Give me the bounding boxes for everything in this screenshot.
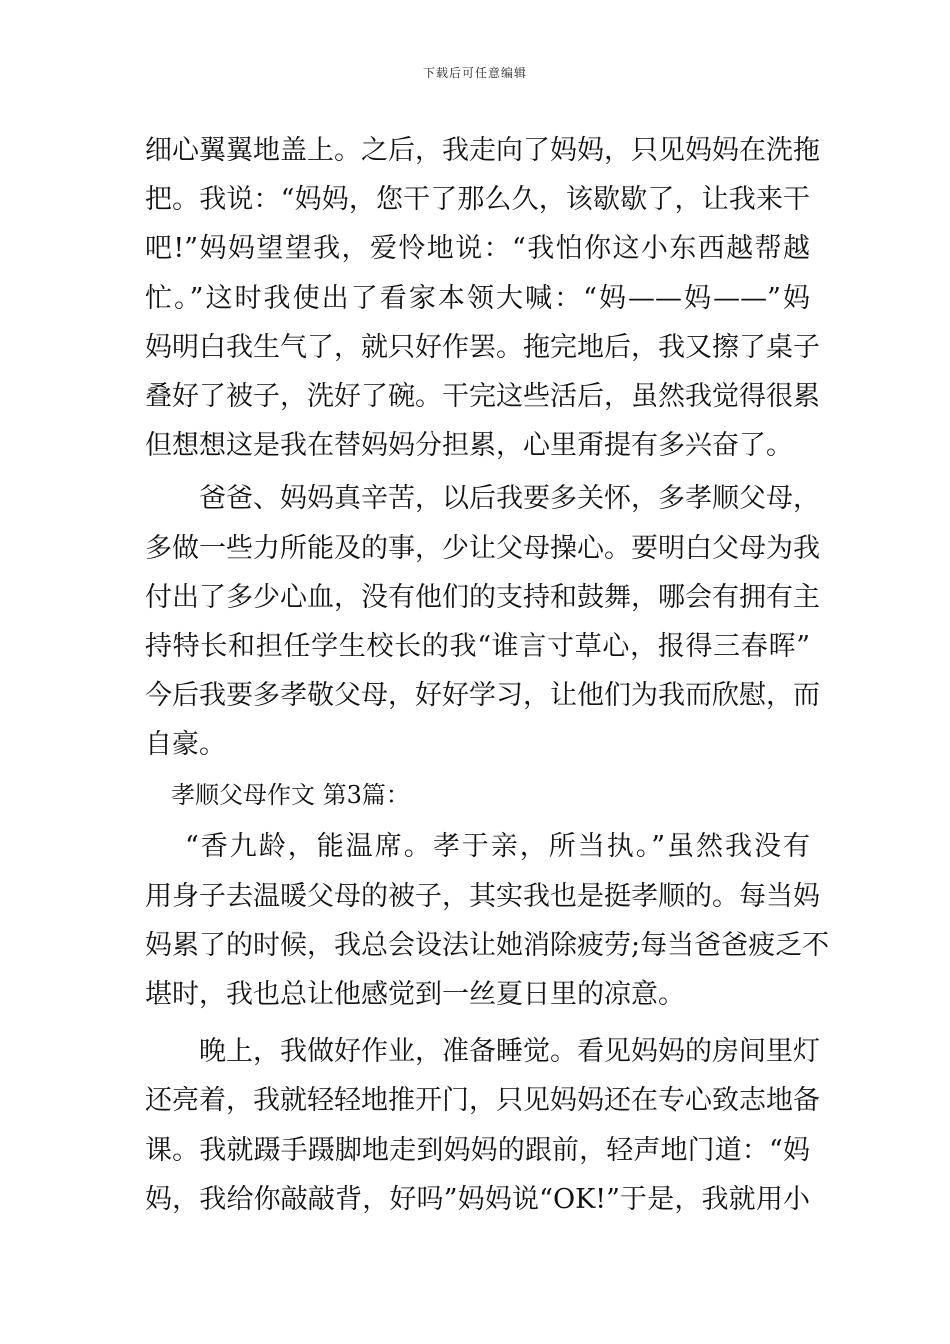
paragraph-line: 今后我要多孝敬父母，好好学习，让他们为我而欣慰，而 [145, 680, 820, 712]
paragraph-line: 还亮着，我就轻轻地推开门，只见妈妈还在专心致志地备 [145, 1085, 820, 1117]
paragraph-3 [145, 822, 830, 1019]
paragraph-line: 妈明白我生气了，就只好作罢。拖完地后，我又擦了桌子 [145, 331, 820, 363]
paragraph-line: 忙。”这时我使出了看家本领大喊：“妈——妈——”妈 [145, 282, 810, 314]
paragraph-line: 持特长和担任学生校长的我“谁言寸草心，报得三春晖” [145, 630, 810, 662]
section-heading: 孝顺父母作文 第3篇： [171, 781, 410, 810]
paragraph-line: 细心翼翼地盖上。之后，我走向了妈妈，只见妈妈在洗拖 [145, 135, 820, 166]
paragraph-line: 课。我就蹑手蹑脚地走到妈妈的跟前，轻声地门道：“妈 [145, 1134, 810, 1166]
page-header-note: 下载后可任意编辑 [422, 66, 527, 80]
paragraph-line: 但想想这是我在替妈妈分担累，心里甭提有多兴奋了。 [145, 430, 793, 462]
paragraph-line: 多做一些力所能及的事，少让父母操心。要明白父母为我 [145, 532, 820, 564]
paragraph-line: 堪时，我也总让他感觉到一丝夏日里的凉意。 [145, 979, 685, 1010]
paragraph-4 [145, 1027, 820, 1224]
paragraph-line: 用身子去温暖父母的被子，其实我也是挺孝顺的。每当妈 [145, 880, 820, 912]
paragraph-line: 爸爸、妈妈真辛苦，以后我要多关怀，多孝顺父母， [199, 483, 820, 515]
paragraph-line: 把。我说：“妈妈，您干了那么久，该歇歇了，让我来干 [145, 184, 810, 216]
paragraph-line: 付出了多少心血，没有他们的支持和鼓舞，哪会有拥有主 [145, 581, 820, 613]
paragraph-line: 晚上，我做好作业，准备睡觉。看见妈妈的房间里灯 [199, 1036, 820, 1068]
paragraph-1 [145, 126, 820, 470]
document-body [145, 126, 830, 1224]
paragraph-line: “香九龄，能温席。孝于亲，所当执。”虽然我没有 [185, 831, 810, 863]
paragraph-line: 吧!”妈妈望望我，爱怜地说：“我怕你这小东西越帮越 [145, 233, 810, 265]
paragraph-line: 叠好了被子，洗好了碗。干完这些活后，虽然我觉得很累 [145, 380, 820, 412]
paragraph-2 [145, 474, 820, 769]
paragraph-line: 自豪。 [145, 729, 226, 761]
paragraph-line: 妈，我给你敲敲背，好吗”妈妈说“OK!”于是，我就用小 [145, 1183, 810, 1215]
paragraph-line: 妈累了的时候，我总会设法让她消除疲劳;每当爸爸疲乏不 [145, 929, 830, 961]
